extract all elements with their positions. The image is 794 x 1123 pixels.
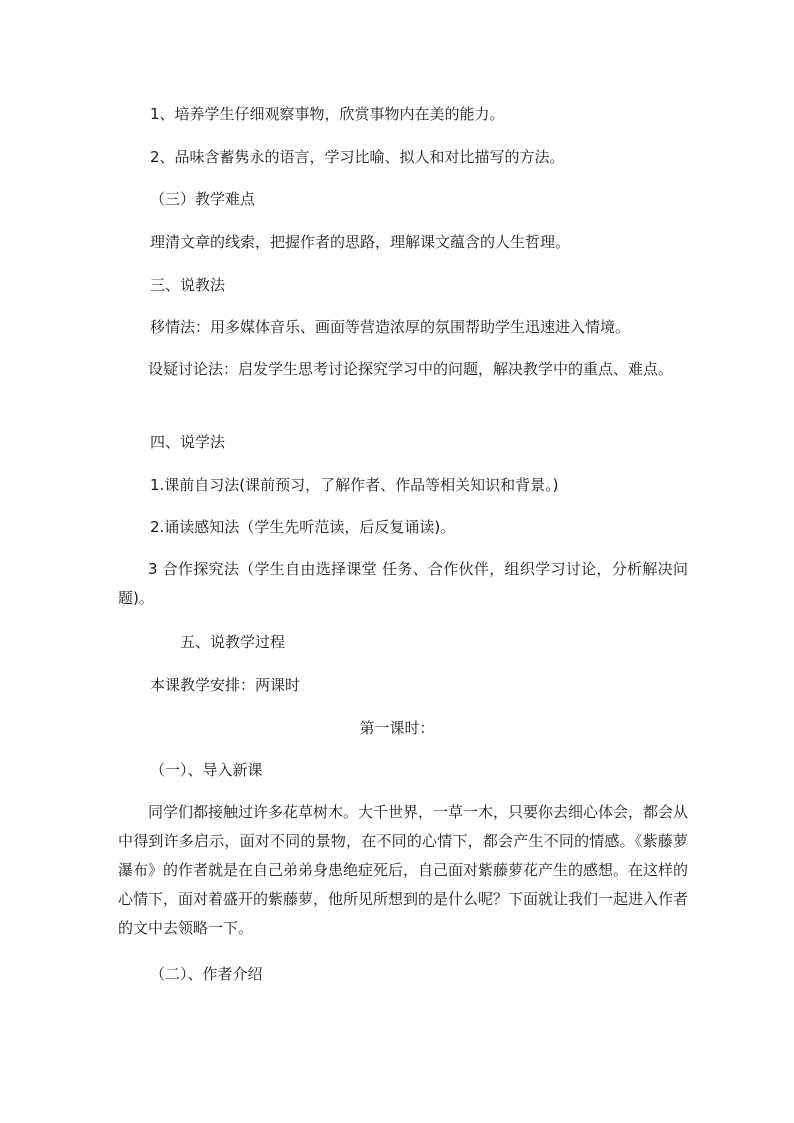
- study-method-1: 1.课前自习法(课前预习，了解作者、作品等相关知识和背景。): [150, 476, 559, 494]
- study-method-3: 3 合作探究法（学生自由选择课堂 任务、合作伙伴，组织学习讨论，分析解决问题)。: [118, 560, 688, 607]
- section-teaching-process: 五、说教学过程: [180, 633, 286, 651]
- method-empathy: 移情法：用多媒体音乐、画面等营造浓厚的氛围帮助学生迅速进入情境。: [150, 318, 631, 336]
- objective-1: 1、培养学生仔细观察事物，欣赏事物内在美的能力。: [150, 105, 505, 123]
- study-method-2: 2.诵读感知法（学生先听范读，后反复诵读)。: [150, 518, 456, 536]
- difficulty-heading: （三）教学难点: [150, 190, 256, 208]
- difficulty-text: 理清文章的线索，把握作者的思路，理解课文蕴含的人生哲理。: [150, 233, 571, 251]
- section-learning-method: 四、说学法: [150, 433, 226, 451]
- lesson-arrangement: 本课教学安排：两课时: [150, 676, 301, 694]
- intro-paragraph: 同学们都接触过许多花草树木。大千世界，一草一木，只要你去细心体会，都会从中得到许多启示，面对不同的景物，在不同的心情下，都会产生不同的情感。《紫藤萝瀑布》的作者就是在自己弟弟身患绝症死后，自己面对紫藤萝花产生的感想。在这样的心情下，面对着盛开的紫藤萝，他所见所想到的是什么呢？下面就让我们一起进入作者的文中去领略一下。: [118, 803, 689, 937]
- author-heading: （二）、作者介绍: [150, 965, 263, 983]
- objective-2: 2、品味含蓄隽永的语言，学习比喻、拟人和对比描写的方法。: [150, 148, 565, 166]
- section-teaching-method: 三、说教法: [150, 276, 226, 294]
- first-lesson-heading: 第一课时：: [359, 719, 435, 737]
- intro-heading: （一）、导入新课: [150, 761, 263, 779]
- method-questioning: 设疑讨论法：启发学生思考讨论探究学习中的问题，解决教学中的重点、难点。: [148, 360, 674, 378]
